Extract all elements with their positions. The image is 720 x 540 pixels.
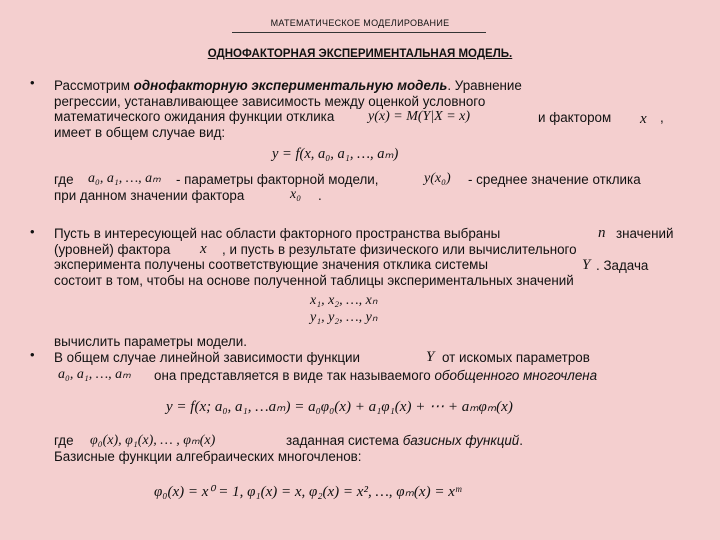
text-compute-params: вычислить параметры модели. <box>54 334 247 349</box>
formula-basis-list: φ₀(x), φ₁(x), … , φₘ(x) <box>90 433 216 448</box>
text-of-params: от искомых параметров <box>442 350 590 365</box>
formula-y-values-text: y₁, y₂, …, yₙ <box>310 310 378 325</box>
formula-y-x0: y(x₀) <box>424 171 451 186</box>
period-2: . <box>519 433 523 448</box>
text-basis-system <box>286 433 523 449</box>
term-generalized-polynomial: обобщенного многочлена <box>434 368 598 383</box>
formula-x-values-text: x₁, x₂, …, xₙ <box>310 293 378 308</box>
variable-n: n <box>598 225 606 241</box>
formula-generalized-polynomial <box>166 397 513 416</box>
paragraph-1-line-4: имеет в общем случае вид: <box>54 124 226 140</box>
text-represented-as <box>154 368 597 384</box>
term-basis-functions: базисных функций <box>402 433 520 448</box>
term-one-factor-model: однофакторную экспериментальную модель <box>133 78 448 93</box>
variable-x-2: x <box>200 241 207 257</box>
bullet-2: • <box>30 224 35 239</box>
text-task: . Задача <box>596 258 649 273</box>
text-consider: Рассмотрим <box>54 78 134 93</box>
formula-model-general <box>272 146 398 163</box>
slide-header: МАТЕМАТИЧЕСКОЕ МОДЕЛИРОВАНИЕ <box>270 18 450 28</box>
formula-conditional-expectation: y(x) = M(Y|X = x) <box>368 109 471 124</box>
text-linear-dependence: В общем случае линейной зависимости функции <box>54 350 360 365</box>
bullet-3: • <box>30 347 35 362</box>
period: . <box>318 188 322 203</box>
text-so-called: она представляется в виде так называемого <box>154 368 435 383</box>
comma: , <box>660 110 664 125</box>
text-mean-response: - среднее значение отклика <box>468 172 641 187</box>
slide-title: ОДНОФАКТОРНАЯ ЭКСПЕРИМЕНТАЛЬНАЯ МОДЕЛЬ. <box>207 48 513 60</box>
text-values: значений <box>616 226 674 241</box>
variable-Y: Y <box>582 257 591 273</box>
formula-parameters-2: a₀, a₁, …, aₘ <box>58 367 131 382</box>
formula-x-values <box>310 292 377 309</box>
formula-generalized-polynomial-text: y = f(x; a₀, a₁, …aₘ) = a₀φ₀(x) + a₁φ₁(x) + ⋯ + aₘφₘ(x) <box>166 399 513 415</box>
paragraph-3-line-4: состоит в том, чтобы на основе полученной таблицы экспериментальных значений <box>54 272 574 288</box>
text-algebraic-basis: Базисные функции алгебраических многочленов: <box>54 449 362 464</box>
text-and-factor: и фактором <box>538 110 612 125</box>
text-equation: . Уравнение <box>447 78 522 93</box>
formula-parameters: a₀, a₁, …, aₘ <box>88 171 161 186</box>
text-experiment-result: , и пусть в результате физического или вычислительного <box>222 242 577 257</box>
variable-x: x <box>640 111 647 127</box>
text-where-2: где <box>54 433 74 448</box>
bullet-1: • <box>30 75 35 90</box>
formula-model-general-text: y = f(x, a₀, a₁, …, aₘ) <box>272 146 399 162</box>
header-divider <box>232 32 486 33</box>
text-given-system: заданная система <box>286 433 403 448</box>
paragraph-1-line-1 <box>54 78 704 94</box>
formula-power-basis <box>154 482 461 501</box>
formula-y-values <box>310 309 377 326</box>
text-response-function: математического ожидания функции отклика <box>54 109 335 125</box>
variable-Y-2: Y <box>426 349 435 365</box>
formula-power-basis-text: φ₀(x) = x⁰ = 1, φ₁(x) = x, φ₂(x) = x², …, φₘ(x) = xᵐ <box>154 484 462 500</box>
variable-x0: x₀ <box>290 187 302 202</box>
paragraph-3-line-1: Пусть в интересующей нас области факторного пространства выбраны <box>54 226 501 241</box>
paragraph-3-line-3: эксперимента получены соответствующие значения отклика системы <box>54 257 489 273</box>
text-where: где <box>54 172 74 187</box>
text-given-factor: при данном значении фактора <box>54 188 245 203</box>
text-factor-model-params: - параметры факторной модели, <box>176 172 379 187</box>
paragraph-3-line-2a: (уровней) фактора <box>54 241 171 257</box>
paragraph-1-line-2: регрессии, устанавливающее зависимость между оценкой условного <box>54 93 486 109</box>
